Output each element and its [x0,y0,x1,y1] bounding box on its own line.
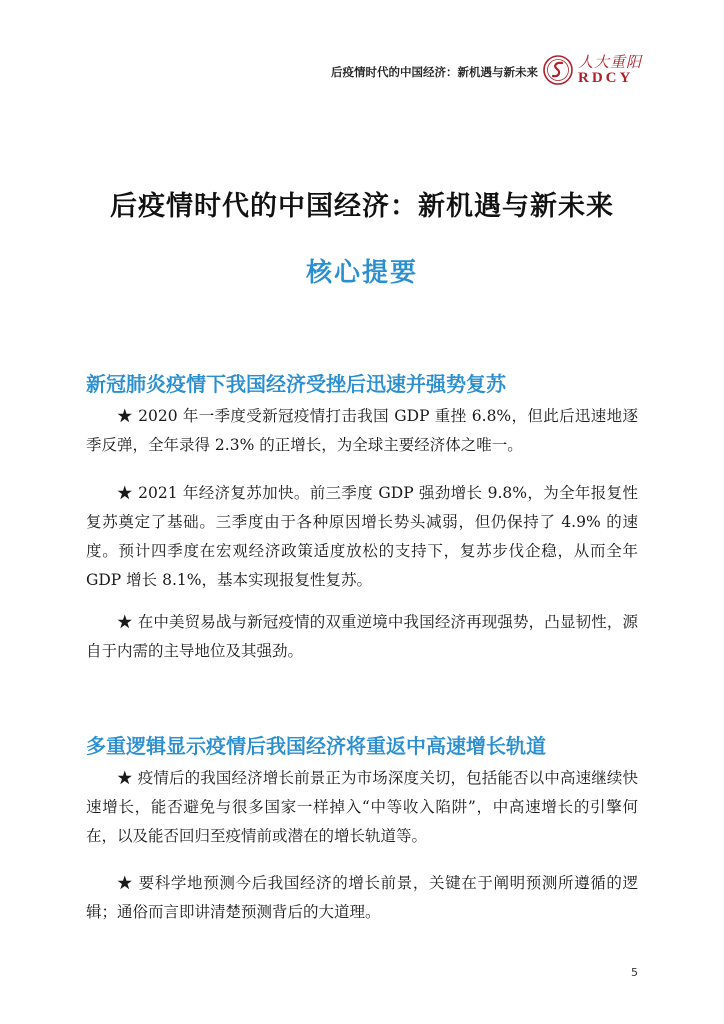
seal-icon [542,54,574,86]
paragraph: ★ 要科学地预测今后我国经济的增长前景，关键在于阐明预测所遵循的逻辑；通俗而言即讲清楚预测背后的大道理。 [86,874,638,921]
logo-english-text: RDCY [578,70,634,86]
logo-chinese-text: 人大重阳 [578,53,643,71]
document-title: 后疫情时代的中国经济：新机遇与新未来 [110,191,614,222]
page-number: 5 [631,966,638,979]
paragraph: ★ 疫情后的我国经济增长前景正为市场深度关切，包括能否以中高速继续快速增长，能否避免与很多国家一样掉入“中等收入陷阱”，中高速增长的引擎何在，以及能否回归至疫情前或潜在的增长轨道等。 [86,769,638,845]
paragraph: ★ 2020 年一季度受新冠疫情打击我国 GDP 重挫 6.8%，但此后迅速地逐季反弹，全年录得 2.3% 的正增长，为全球主要经济体之唯一。 [86,407,638,454]
section-heading-2: 多重逻辑显示疫情后我国经济将重返中高速增长轨道 [86,734,546,758]
running-title: 后疫情时代的中国经济：新机遇与新未来 [331,65,538,79]
page-header [86,50,643,90]
section-heading-1: 新冠肺炎疫情下我国经济受挫后迅速并强势复苏 [86,372,506,396]
paragraph: ★ 在中美贸易战与新冠疫情的双重逆境中我国经济再现强势，凸显韧性，源自于内需的主导地位及其强劲。 [86,613,638,660]
document-subtitle: 核心提要 [305,258,418,288]
rdcy-logo [542,50,643,90]
paragraph: ★ 2021 年经济复苏加快。前三季度 GDP 强劲增长 9.8%，为全年报复性复苏奠定了基础。三季度由于各种原因增长势头减弱，但仍保持了 4.9% 的速度。预计四季度在宏观经济政策适度放松的支持下，复苏步伐企稳，从而全年 GDP 增长 8.1%，基本实现报复性复苏。 [86,484,638,589]
